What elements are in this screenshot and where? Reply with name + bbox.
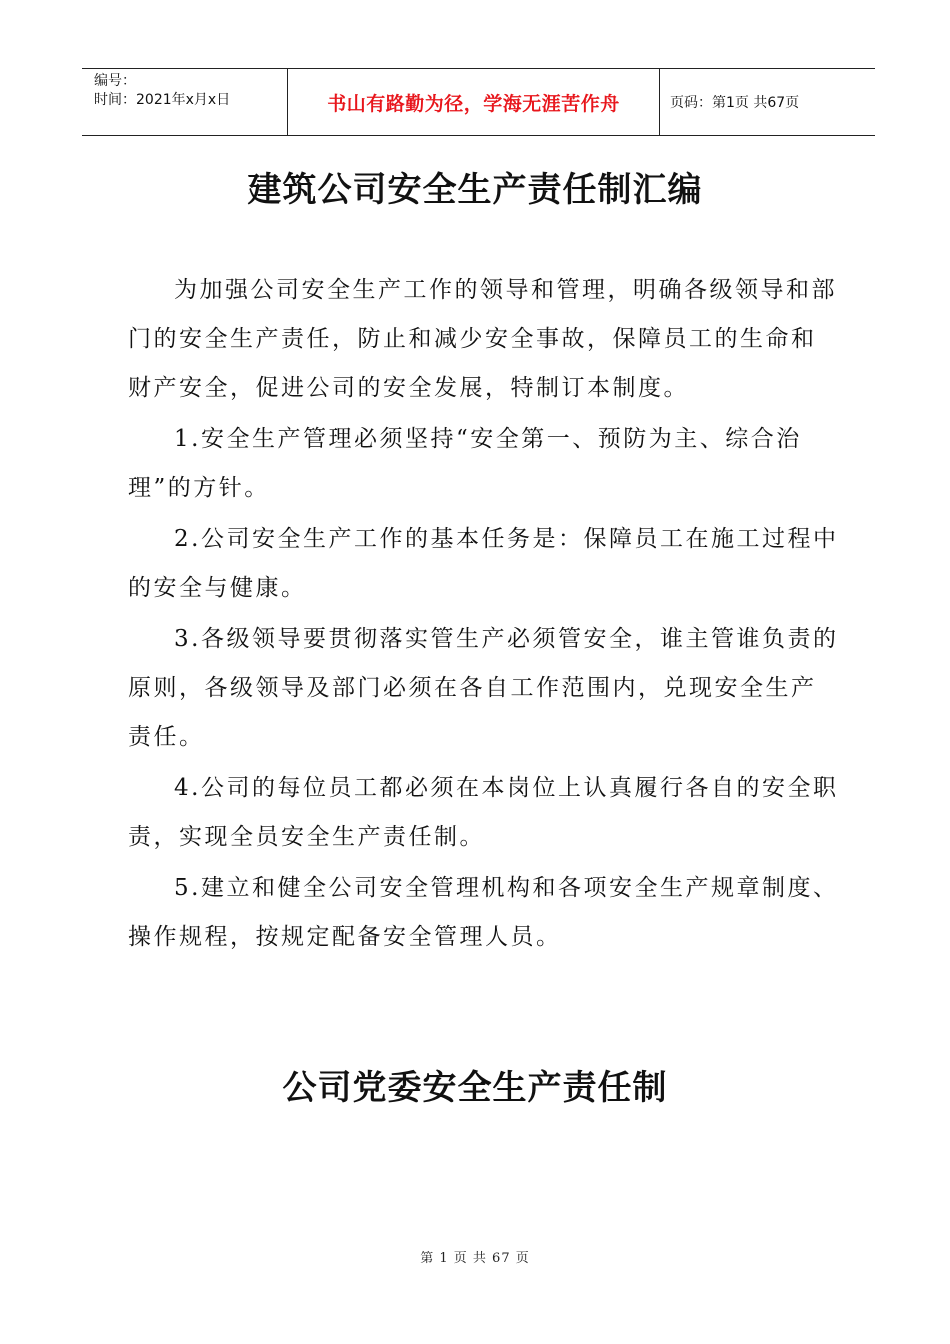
- number-label: 编号：: [94, 73, 136, 89]
- paragraph-item-1: 1.安全生产管理必须坚持“安全第一、预防为主、综合治理”的方针。: [128, 426, 802, 501]
- header-motto: 书山有路勤为径，学海无涯苦作舟: [287, 69, 660, 135]
- paragraph-item-3: 3.各级领导要贯彻落实管生产必须管安全，谁主管谁负责的原则，各级领导及部门必须在各自工作范围内，兑现安全生产责任。: [128, 626, 839, 750]
- header-meta: [82, 69, 287, 135]
- paragraph-item-4: 4.公司的每位员工都必须在本岗位上认真履行各自的安全职责，实现全员安全生产责任制。: [128, 775, 839, 850]
- time-label: 时间：2021年x月x日: [94, 92, 231, 108]
- document-body: [128, 266, 840, 964]
- section-title: 公司党委安全生产责任制: [282, 1068, 668, 1108]
- paragraph-item-2: 2.公司安全生产工作的基本任务是：保障员工在施工过程中的安全与健康。: [128, 526, 839, 601]
- document-title: 建筑公司安全生产责任制汇编: [247, 170, 703, 210]
- page-footer: 第 1 页 共 67 页: [420, 1251, 530, 1266]
- page-header: [82, 68, 875, 136]
- paragraph-intro: 为加强公司安全生产工作的领导和管理，明确各级领导和部门的安全生产责任，防止和减少安全事故，保障员工的生命和财产安全，促进公司的安全发展，特制订本制度。: [128, 277, 837, 401]
- paragraph-item-5: 5.建立和健全公司安全管理机构和各项安全生产规章制度、操作规程，按规定配备安全管理人员。: [128, 875, 839, 950]
- header-page-info: 页码：第1页 共67页: [670, 95, 800, 111]
